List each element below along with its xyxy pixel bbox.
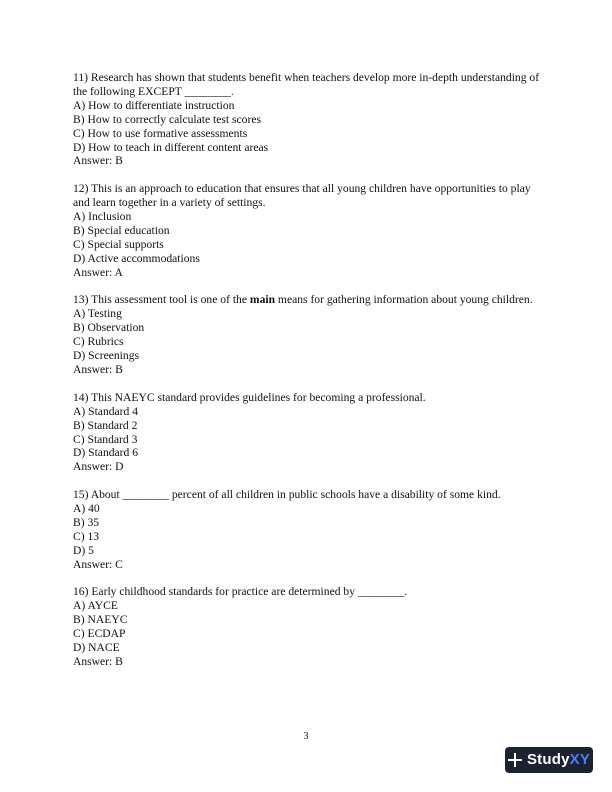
question-13	[73, 293, 543, 376]
option-b: B) 35	[73, 515, 100, 529]
option-d: D) Active accommodations	[73, 251, 200, 265]
question-16	[73, 585, 543, 668]
answer: Answer: B	[73, 654, 123, 668]
question-15	[73, 488, 543, 571]
question-list	[73, 71, 543, 683]
option-c: C) How to use formative assessments	[73, 126, 248, 140]
option-a: A) AYCE	[73, 599, 118, 613]
option-a: A) Standard 4	[73, 404, 139, 418]
option-a: A) Testing	[73, 307, 122, 321]
option-c: C) ECDAP	[73, 627, 126, 641]
answer: Answer: B	[73, 363, 123, 376]
question-stem: 12) This is an approach to education that ensures that all young children have opportunities to play and learn together in a variety of settings.	[73, 182, 531, 210]
option-d: D) NACE	[73, 641, 120, 655]
studyxy-watermark-badge[interactable]	[505, 747, 593, 773]
answer: Answer: B	[73, 154, 123, 168]
option-d: D) Screenings	[73, 349, 140, 363]
option-c: C) Standard 3	[73, 432, 138, 446]
option-d: D) Standard 6	[73, 446, 139, 460]
answer: Answer: A	[73, 265, 123, 279]
question-14	[73, 391, 543, 474]
question-11	[73, 71, 543, 168]
question-12	[73, 182, 543, 279]
option-a: A) How to differentiate instruction	[73, 98, 235, 112]
answer: Answer: C	[73, 557, 123, 571]
page-number: 3	[303, 731, 309, 742]
option-b: B) How to correctly calculate test scores	[73, 112, 262, 126]
option-b: B) Special education	[73, 223, 170, 237]
option-c: C) 13	[73, 529, 100, 543]
option-c: C) Special supports	[73, 237, 164, 251]
stem-text-before: 13) This assessment tool is one of the	[73, 293, 250, 307]
option-c: C) Rubrics	[73, 335, 124, 349]
stem-text-after: means for gathering information about young children.	[275, 293, 533, 307]
question-stem: 14) This NAEYC standard provides guidelines for becoming a professional.	[73, 390, 426, 404]
option-d: D) How to teach in different content areas	[73, 140, 269, 154]
question-stem	[73, 293, 543, 307]
option-b: B) Standard 2	[73, 418, 138, 432]
option-b: B) Observation	[73, 321, 145, 335]
answer: Answer: D	[73, 460, 124, 474]
brand-name-accent: XY	[569, 751, 591, 769]
question-stem: 11) Research has shown that students benefit when teachers develop more in-depth understanding of the following EXCEPT ________.	[73, 71, 540, 98]
brand-name: Study	[526, 751, 570, 769]
question-stem: 15) About ________ percent of all children in public schools have a disability of some kind.	[73, 488, 501, 502]
option-a: A) Inclusion	[73, 210, 132, 224]
option-b: B) NAEYC	[73, 613, 128, 627]
question-stem: 16) Early childhood standards for practice are determined by ________.	[73, 585, 408, 599]
stem-bold-word: main	[249, 293, 276, 307]
option-a: A) 40	[73, 502, 100, 516]
option-d: D) 5	[73, 543, 94, 557]
plus-icon	[508, 753, 522, 767]
